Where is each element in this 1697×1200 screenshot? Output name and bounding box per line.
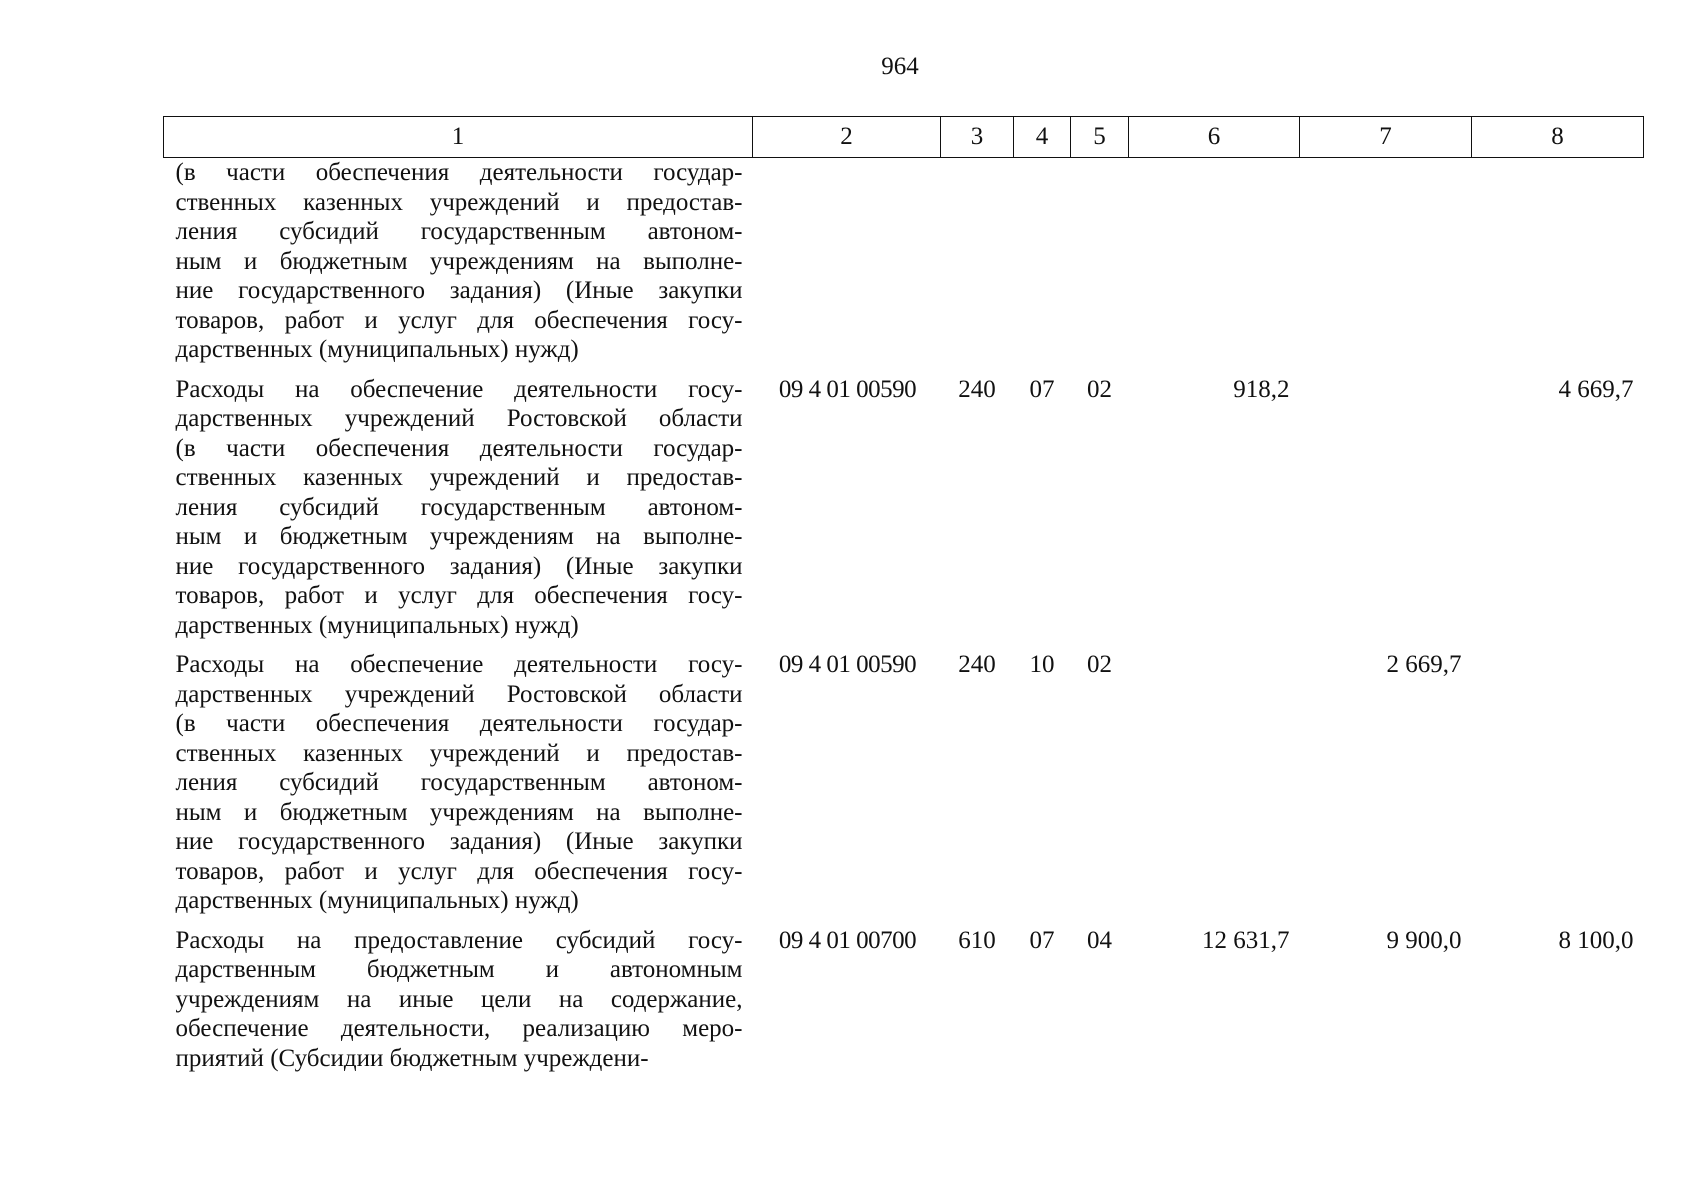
description-line: дарственных учреждений Ростовской области: [175, 680, 743, 708]
column-header-8: 8: [1472, 117, 1644, 158]
column-header-3: 3: [941, 117, 1014, 158]
description-line: дарственных учреждений Ростовской области: [175, 405, 743, 432]
amount-column-7: 9 900,0: [1386, 926, 1462, 954]
description-line: Расходы на обеспечение деятельности госу-: [175, 375, 743, 403]
amount-column-8: 4 669,7: [1558, 375, 1634, 403]
description-line: дарственных (муниципальных) нужд): [175, 887, 579, 914]
amount-column-6: 12 631,7: [1202, 926, 1290, 954]
expense-type-code: [941, 158, 1014, 365]
table-body: [164, 158, 1644, 1074]
budget-table: [163, 116, 1644, 1073]
subsection-code: [1071, 158, 1129, 365]
description-line: товаров, работ и услуг для обеспечения госу-: [175, 306, 743, 334]
expense-type-code: 240: [958, 375, 996, 403]
row-description: [164, 365, 753, 641]
description-line: ние государственного задания) (Иные закупки: [175, 552, 743, 580]
description-line: дарственных (муниципальных) нужд): [175, 336, 579, 363]
description-line: ным и бюджетным учреждениям на выполне-: [175, 523, 743, 550]
table-row: [164, 640, 1644, 916]
target-article-code: 09 4 01 00700: [778, 926, 917, 954]
description-line: учреждениям на иные цели на содержание,: [175, 985, 743, 1013]
description-line: дарственным бюджетным и автономным: [175, 956, 743, 983]
amount-column-7: [1300, 365, 1472, 641]
header-row: [164, 117, 1644, 158]
section-code: [1014, 158, 1071, 365]
target-article-code: 09 4 01 00590: [778, 651, 917, 678]
page-number: 964: [881, 53, 919, 80]
description-line: ственных казенных учреждений и предостав-: [175, 188, 743, 216]
amount-column-7: 2 669,7: [1386, 651, 1462, 678]
column-header-7: 7: [1300, 117, 1472, 158]
expense-type-code: 240: [958, 651, 996, 678]
section-code: 07: [1029, 926, 1055, 954]
expense-type-code: 610: [958, 926, 996, 954]
description-line: приятий (Субсидии бюджетным учреждени-: [175, 1044, 649, 1072]
description-line: ние государственного задания) (Иные закупки: [175, 828, 743, 855]
column-header-6: 6: [1129, 117, 1300, 158]
description-line: товаров, работ и услуг для обеспечения госу-: [175, 857, 743, 885]
description-line: (в части обеспечения деятельности государ-: [175, 159, 743, 186]
row-description: [164, 640, 753, 916]
column-header-5: 5: [1071, 117, 1129, 158]
description-line: дарственных (муниципальных) нужд): [175, 611, 579, 639]
target-article-code: [753, 158, 941, 365]
table-row: [164, 158, 1644, 365]
column-header-2: 2: [753, 117, 941, 158]
description-line: Расходы на предоставление субсидий госу-: [175, 926, 743, 954]
row-description: [164, 916, 753, 1074]
description-line: ние государственного задания) (Иные закупки: [175, 277, 743, 304]
column-header-4: 4: [1014, 117, 1071, 158]
amount-column-6: [1129, 158, 1300, 365]
amount-column-7: [1300, 158, 1472, 365]
description-line: (в части обеспечения деятельности государ-: [175, 434, 743, 462]
amount-column-8: [1472, 158, 1644, 365]
subsection-code: 02: [1087, 651, 1112, 678]
description-line: ления субсидий государственным автоном-: [175, 769, 743, 796]
amount-column-8: [1472, 640, 1644, 916]
description-line: ным и бюджетным учреждениям на выполне-: [175, 247, 743, 275]
description-line: ственных казенных учреждений и предостав-: [175, 739, 743, 767]
row-description: [164, 158, 753, 365]
description-line: ным и бюджетным учреждениям на выполне-: [175, 798, 743, 826]
subsection-code: 02: [1087, 375, 1112, 403]
section-code: 07: [1029, 375, 1055, 403]
table-row: [164, 916, 1644, 1074]
column-header-1: 1: [164, 117, 753, 158]
subsection-code: 04: [1087, 926, 1112, 954]
description-line: товаров, работ и услуг для обеспечения госу-: [175, 582, 743, 609]
amount-column-6: 918,2: [1233, 375, 1290, 403]
description-line: Расходы на обеспечение деятельности госу-: [175, 651, 743, 678]
section-code: 10: [1029, 651, 1055, 678]
description-line: ления субсидий государственным автоном-: [175, 493, 743, 521]
amount-column-8: 8 100,0: [1558, 926, 1634, 954]
amount-column-6: [1129, 640, 1300, 916]
description-line: ственных казенных учреждений и предостав-: [175, 464, 743, 491]
target-article-code: 09 4 01 00590: [778, 375, 917, 403]
table-row: [164, 365, 1644, 641]
description-line: обеспечение деятельности, реализацию меро-: [175, 1015, 743, 1042]
description-line: ления субсидий государственным автоном-: [175, 218, 743, 245]
table-header: [164, 117, 1644, 158]
description-line: (в части обеспечения деятельности государ-: [175, 710, 743, 737]
